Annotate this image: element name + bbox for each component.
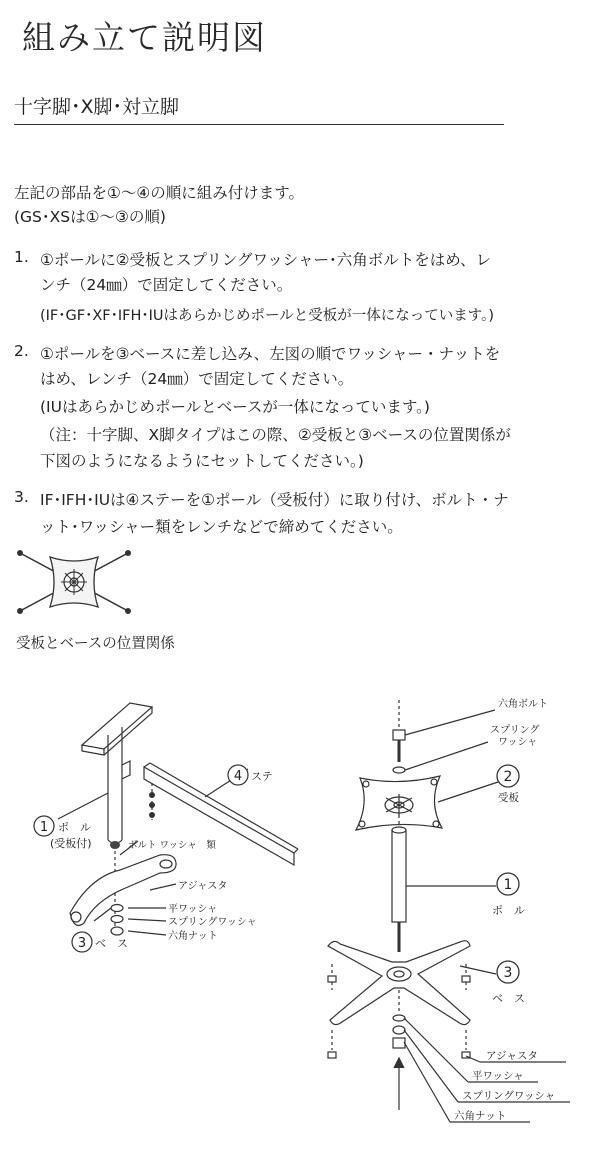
step-line: ット･ワッシャー類をレンチなどで締めてください。	[40, 518, 403, 536]
spring-washer-top-label-1: スプリング	[490, 725, 540, 736]
base-number: 3	[503, 965, 513, 981]
step-line: ①ポールを③ベースに差し込み、左図の順でワッシャー・ナットを	[40, 345, 501, 363]
page-title: 組み立て説明図	[22, 18, 267, 57]
base-number: 3	[77, 936, 87, 951]
spring-washer-top-label-2: ワッシャ	[498, 737, 538, 748]
step-number: 2.	[14, 342, 29, 360]
flat-washer-label: 平ワッシャ	[168, 904, 218, 915]
pole-sublabel: (受板付)	[50, 837, 92, 850]
pole-number: 1	[39, 820, 49, 835]
plate-base-position-icon	[14, 545, 134, 617]
intro-line-2: (GS･XSは①～③の順)	[14, 208, 166, 226]
hex-nut-label: 六角ナット	[454, 1110, 507, 1122]
section-subtitle: 十字脚･X脚･対立脚	[14, 96, 180, 118]
stay-label: ステ	[251, 770, 273, 783]
hex-nut-label: 六角ナット	[168, 931, 218, 942]
flat-washer-label: 平ワッシャ	[472, 1070, 524, 1082]
step-line: IF･IFH･IUは④ステーを①ポール（受板付）に取り付け、ボルト・ナ	[40, 491, 509, 509]
hex-bolt-label: 六角ボルト	[498, 699, 548, 710]
step-note: 下図のようになるようにセットしてください。)	[40, 452, 364, 470]
step-note: （注：十字脚、X脚タイプはこの際、②受板と③ベースの位置関係が	[40, 426, 511, 444]
adjuster-label: アジャスタ	[178, 881, 228, 892]
adjuster-label: アジャスタ	[486, 1050, 538, 1062]
step-line: はめ、レンチ（24㎜）で固定してください。	[40, 370, 354, 388]
step-note: (IUはあらかじめポールとベースが一体になっています。)	[40, 398, 430, 416]
stay-number: 4	[233, 769, 243, 784]
pole-label: ポ ル	[58, 821, 91, 834]
left-assembly-diagram	[0, 695, 300, 985]
pole-label: ポ ル	[492, 904, 525, 917]
plate-label: 受板	[498, 792, 519, 804]
spring-washer-label: スプリングワッシャ	[462, 1090, 556, 1102]
bolt-washer-label: ボルト ワッシャ 類	[128, 840, 216, 851]
plate-number: 2	[503, 769, 513, 785]
step-number: 1.	[14, 248, 29, 266]
step-line: ンチ（24㎜）で固定してください。	[40, 276, 293, 294]
intro-line-1: 左記の部品を①～④の順に組み付けます。	[14, 184, 305, 202]
step-number: 3.	[14, 488, 29, 506]
base-label: ベ ス	[492, 992, 525, 1005]
step-line: ①ポールに②受板とスプリングワッシャー･六角ボルトをはめ、レ	[40, 251, 492, 269]
position-caption: 受板とベースの位置関係	[16, 636, 175, 652]
step-note: (IF･GF･XF･IFH･IUはあらかじめポールと受板が一体になっています。)	[40, 308, 494, 324]
base-label: ベ ス	[95, 937, 128, 950]
right-assembly-diagram	[300, 690, 600, 1150]
divider	[14, 124, 504, 125]
spring-washer-label: スプリングワッシャ	[168, 917, 257, 928]
pole-number: 1	[503, 877, 513, 893]
